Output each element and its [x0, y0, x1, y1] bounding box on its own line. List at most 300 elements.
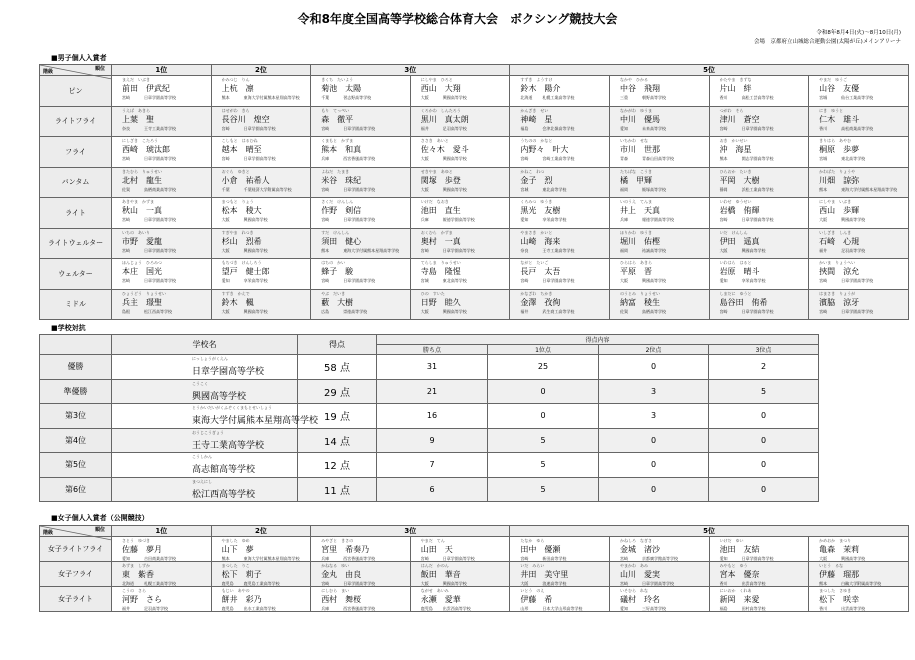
- school-points-breakdown: 16: [377, 404, 488, 429]
- entrant-name: 山谷 友優: [819, 84, 860, 93]
- entrant-affiliation: [620, 309, 666, 315]
- entrant-cell: [609, 562, 709, 587]
- weight-class-label: ライトウェルター: [40, 228, 112, 259]
- entrant-reading: ひの すいた: [420, 290, 445, 296]
- entrant-affiliation: [421, 278, 467, 284]
- entrant-affiliation: [421, 126, 467, 132]
- entrant-reading: すずき ようすけ: [520, 77, 553, 82]
- weight-class-label: ウェルター: [40, 259, 112, 290]
- entrant-name: 内野々 叶大: [520, 145, 569, 154]
- school-row: [40, 453, 819, 478]
- weight-class-row: [40, 198, 909, 229]
- entrant-prefecture: 千葉: [321, 95, 330, 100]
- entrant-school: 日章学園高等学校: [343, 217, 376, 222]
- weight-class-label: 女子ライトフライ: [40, 537, 112, 562]
- entrant-reading: やまだ てん: [420, 538, 445, 543]
- entrant-name: 橘 甲輝: [619, 175, 652, 185]
- entrant-school: 日章学園高等学校: [641, 581, 674, 586]
- entrant-cell: [410, 259, 510, 290]
- entrant-reading: のうとみ りょうせい: [619, 290, 660, 296]
- entrant-reading: やぶ だいき: [321, 290, 346, 296]
- school-name: 日章学園高等学校: [192, 367, 265, 377]
- entrant-prefecture: 北海道: [520, 95, 533, 100]
- entrant-cell: [809, 259, 909, 290]
- entrant-cell: [112, 562, 212, 587]
- entrant-cell: [709, 228, 809, 259]
- entrant-prefecture: 大阪: [221, 247, 230, 253]
- entrant-reading: たなか ゆら: [520, 538, 545, 543]
- school-points-breakdown: 0: [599, 428, 709, 453]
- entrant-name: 石崎 心規: [819, 236, 860, 246]
- event-venue: 会場 京都府立山城総合運動公園(太陽が丘)メインアリーナ: [754, 39, 901, 45]
- entrant-reading: いわせ ゆうせい: [719, 199, 752, 204]
- school-name: 東海大学付属熊本星翔高等学校: [192, 416, 319, 426]
- entrant-affiliation: [122, 126, 176, 132]
- school-total-points: 12 点: [298, 453, 377, 478]
- entrant-school: 開志学園高等学校: [741, 156, 774, 161]
- entrant-name: 宮里 希奏乃: [321, 545, 370, 554]
- entrant-name: 奥村 一真: [420, 236, 461, 246]
- entrant-name: 市野 愛龍: [122, 236, 162, 246]
- entrant-school: 日章学園高等学校: [442, 556, 475, 561]
- entrant-reading: たちばな こうき: [619, 168, 652, 174]
- entrant-affiliation: [321, 126, 375, 132]
- entrant-affiliation: [122, 187, 176, 193]
- entrant-cell: [211, 137, 311, 168]
- entrant-cell: [809, 137, 909, 168]
- entrant-reading: ほりかわ ゆうき: [619, 229, 652, 235]
- entrant-prefecture: 福岡: [619, 247, 628, 253]
- entrant-cell: [510, 167, 610, 198]
- entrant-affiliation: [421, 217, 475, 223]
- entrant-prefecture: 兵庫: [619, 217, 628, 222]
- entrant-school: 札幌工業高等学校: [542, 95, 575, 100]
- entrant-prefecture: 大阪: [819, 217, 828, 222]
- entrant-cell: [211, 259, 311, 290]
- entrant-affiliation: [620, 156, 674, 162]
- entrant-reading: よねだ たまき: [321, 168, 350, 174]
- place-header-1: 1位: [112, 65, 212, 76]
- entrant-affiliation: [122, 156, 176, 162]
- second-place-points-header: 2位点: [599, 345, 709, 355]
- school-points-breakdown: 6: [377, 477, 488, 502]
- entrant-affiliation: [520, 95, 574, 101]
- entrant-prefecture: 愛知: [122, 556, 130, 561]
- entrant-school: 宮崎工業高等学校: [542, 156, 575, 161]
- entrant-prefecture: 熊本: [819, 186, 828, 192]
- entrant-cell: [112, 228, 212, 259]
- entrant-reading: やまだ ゆうご: [819, 77, 848, 82]
- entrant-affiliation: [222, 309, 268, 315]
- entrant-name: 日野 睦久: [420, 297, 461, 307]
- entrant-school: 西宮香風高等学校: [343, 606, 376, 611]
- entrant-reading: ひらはら あきら: [619, 260, 652, 265]
- entrant-school: 鳥栖高等学校: [641, 308, 666, 314]
- entrant-affiliation: [122, 95, 176, 101]
- entrant-school: 興國高等学校: [442, 308, 467, 314]
- entrant-reading: やまさき かいと: [520, 229, 553, 235]
- school-reading: おうじこうぎょう: [192, 429, 224, 435]
- entrant-reading: きりはら あやむ: [819, 138, 852, 143]
- entrant-affiliation: [122, 309, 172, 315]
- entrant-school: 興國高等学校: [442, 95, 467, 100]
- entrant-name: 杉山 烈希: [221, 236, 262, 246]
- entrant-cell: [809, 76, 909, 107]
- entrant-name: 市川 世那: [619, 145, 660, 154]
- school-points-breakdown: 21: [377, 379, 488, 404]
- school-row: [40, 379, 819, 404]
- entrant-name: 金澤 孜徇: [520, 297, 561, 307]
- entrant-school: 崇徳高等学校: [343, 308, 368, 314]
- school-rank: 第4位: [40, 428, 112, 453]
- entrant-school: 日章学園高等学校: [243, 125, 276, 131]
- entrant-cell: [410, 167, 510, 198]
- entrant-school: 興國高等学校: [641, 278, 666, 283]
- entrant-cell: [211, 198, 311, 229]
- entrant-affiliation: [421, 309, 467, 315]
- girls-section-heading: ■女子個人入賞者（公開競技）: [51, 514, 149, 522]
- school-row: [40, 404, 819, 429]
- entrant-school: 東海大学付属熊本星翔高等学校: [841, 186, 898, 192]
- entrant-school: 東北高等学校: [442, 278, 467, 283]
- entrant-school: 日章学園高等学校: [741, 125, 774, 131]
- entrant-affiliation: [819, 95, 873, 101]
- entrant-school: 青森山田高等学校: [641, 156, 674, 161]
- entrant-school: 興國高等学校: [741, 247, 766, 253]
- entrant-affiliation: [421, 606, 471, 612]
- entrant-reading: にしやま いぶき: [819, 199, 852, 204]
- entrant-reading: もり てっぺい: [321, 107, 350, 113]
- entrant-cell: [709, 562, 809, 587]
- entrant-name: 望戸 健士郎: [221, 267, 270, 276]
- entrant-school: 日章学園高等学校: [343, 581, 376, 586]
- entrant-reading: みやもと ゆう: [719, 563, 748, 568]
- entrant-reading: かねなる ゆい: [321, 563, 350, 568]
- entrant-school: 日章学園高等学校: [741, 217, 774, 222]
- entrant-name: 井上 天真: [619, 206, 660, 215]
- entrant-school: 東海大学付属熊本星翔高等学校: [343, 247, 400, 253]
- entrant-affiliation: [321, 278, 375, 284]
- entrant-name: 佐藤 夢月: [122, 545, 162, 554]
- entrant-school: 出雲高等学校: [841, 606, 866, 611]
- school-points-breakdown: 2: [709, 355, 819, 380]
- entrant-reading: あきやま かずま: [122, 199, 154, 204]
- entrant-prefecture: 鹿児島: [221, 581, 234, 586]
- weight-class-row: [40, 76, 909, 107]
- place-header-2: 2位: [211, 65, 311, 76]
- school-points-breakdown: 7: [377, 453, 488, 478]
- weight-class-label: ミドル: [40, 289, 112, 320]
- entrant-school: 吉田商業高等学校: [144, 556, 176, 561]
- entrant-affiliation: [520, 248, 574, 254]
- entrant-prefecture: 宮崎: [520, 156, 529, 161]
- entrant-reading: にいおか くれあ: [719, 588, 752, 593]
- entrant-name: 兵主 璟聖: [122, 297, 162, 307]
- entrant-prefecture: 愛知: [619, 606, 628, 611]
- entrant-affiliation: [720, 187, 774, 193]
- entrant-cell: [609, 198, 709, 229]
- entrant-affiliation: [122, 606, 168, 612]
- entrant-affiliation: [620, 187, 666, 193]
- entrant-cell: [211, 587, 311, 612]
- entrant-prefecture: 宮崎: [122, 217, 130, 222]
- entrant-cell: [709, 167, 809, 198]
- entrant-cell: [211, 537, 311, 562]
- entrant-cell: [211, 76, 311, 107]
- entrant-reading: かなざわ ちかき: [520, 290, 553, 296]
- entrant-reading: くろみつ ゆうき: [520, 199, 553, 204]
- entrant-prefecture: 香川: [819, 125, 828, 131]
- school-points-breakdown: 5: [709, 379, 819, 404]
- entrant-reading: にしやま ひろと: [420, 77, 453, 82]
- entrant-reading: おき かいせい: [719, 138, 748, 143]
- entrant-name: 藪 大樹: [321, 297, 354, 307]
- entrant-prefecture: 大阪: [719, 247, 728, 253]
- entrant-school: 日章学園高等学校: [144, 156, 176, 161]
- entrant-school: 出雲高等学校: [741, 581, 766, 586]
- event-dates: 令和8年8月4日(火)～8月10日(月): [816, 30, 901, 36]
- entrant-reading: すぎやま れつき: [221, 229, 254, 235]
- entrant-prefecture: 宮崎: [819, 278, 828, 283]
- entrant-reading: はちの かい: [321, 260, 346, 265]
- entrant-cell: [809, 537, 909, 562]
- entrant-school: 日章学園高等学校: [741, 308, 774, 314]
- entrant-reading: てらしま りゅうせい: [420, 260, 461, 265]
- entrant-affiliation: [222, 606, 276, 612]
- entrant-cell: [410, 587, 510, 612]
- entrant-prefecture: 島根: [122, 308, 130, 314]
- entrant-name: 桐原 歩夢: [819, 145, 860, 154]
- entrant-cell: [510, 198, 610, 229]
- entrant-affiliation: [421, 95, 467, 101]
- entrant-name: 西山 歩輝: [819, 206, 860, 215]
- entrant-affiliation: [421, 248, 475, 254]
- entrant-name: 黒川 真太朗: [420, 114, 469, 124]
- entrant-affiliation: [620, 606, 666, 612]
- entrant-prefecture: 兵庫: [420, 217, 429, 222]
- entrant-name: 本庄 国光: [122, 267, 162, 276]
- entrant-affiliation: [222, 278, 268, 284]
- entrant-prefecture: 宮城: [520, 186, 529, 192]
- entrant-affiliation: [122, 217, 176, 223]
- entrant-prefecture: 香川: [719, 581, 728, 586]
- entrant-prefecture: 宮崎: [420, 556, 429, 561]
- entrant-school: 興國高等学校: [243, 308, 268, 314]
- entrant-prefecture: 宮崎: [819, 308, 828, 314]
- weight-class-label: フライ: [40, 137, 112, 168]
- entrant-prefecture: 宮城: [819, 156, 828, 161]
- entrant-cell: [510, 228, 610, 259]
- entrant-prefecture: 千葉: [221, 186, 230, 192]
- entrant-cell: [609, 228, 709, 259]
- weight-class-row: [40, 167, 909, 198]
- entrant-cell: [410, 289, 510, 320]
- entrant-cell: [410, 76, 510, 107]
- weight-class-label: 女子ライト: [40, 587, 112, 612]
- entrant-reading: ささき あいと: [420, 138, 449, 143]
- entrant-prefecture: 熊本: [221, 556, 230, 561]
- school-header: 学校名: [112, 335, 298, 355]
- school-points-breakdown: 0: [709, 477, 819, 502]
- entrant-cell: [609, 587, 709, 612]
- entrant-prefecture: 愛知: [221, 278, 230, 283]
- entrant-prefecture: 静岡: [719, 186, 728, 192]
- entrant-reading: きたむら りゅうせい: [122, 168, 162, 174]
- entrant-school: 武生商工高等学校: [542, 308, 575, 314]
- entrant-name: 佐々木 愛斗: [420, 145, 469, 154]
- entrant-school: 東北高等学校: [841, 156, 866, 161]
- entrant-prefecture: 大阪: [420, 95, 429, 100]
- entrant-cell: [709, 76, 809, 107]
- entrant-prefecture: 熊本: [719, 156, 728, 161]
- entrant-name: 上葉 聖: [122, 114, 154, 124]
- entrant-affiliation: [421, 156, 467, 162]
- school-points-breakdown: 0: [488, 379, 599, 404]
- school-rank: 第5位: [40, 453, 112, 478]
- entrant-affiliation: [122, 278, 176, 284]
- entrant-reading: いとう るな: [819, 563, 844, 568]
- school-points-breakdown: 9: [377, 428, 488, 453]
- entrant-school: 日章学園高等学校: [343, 186, 376, 192]
- entrant-prefecture: 宮崎: [719, 125, 728, 131]
- entrant-prefecture: 奈良: [122, 125, 130, 131]
- entrant-name: 鈴木 楓: [221, 297, 254, 307]
- entrant-name: 西崎 琥汰郎: [122, 145, 170, 154]
- entrant-reading: かめおか まつり: [819, 538, 852, 543]
- entrant-name: 金丸 由良: [321, 570, 362, 579]
- entrant-reading: おぐら ゆきと: [221, 168, 250, 174]
- entrant-name: 秋山 一真: [122, 206, 162, 215]
- entrant-cell: [609, 137, 709, 168]
- school-row: [40, 428, 819, 453]
- entrant-cell: [211, 562, 311, 587]
- entrant-cell: [709, 587, 809, 612]
- entrant-cell: [609, 76, 709, 107]
- entrant-name: 黒光 友樹: [520, 206, 561, 215]
- entrant-cell: [112, 259, 212, 290]
- entrant-prefecture: 宮崎: [321, 278, 330, 283]
- entrant-school: 新田高等学校: [542, 556, 567, 561]
- school-name-cell: [112, 355, 298, 380]
- entrant-school: 未来高等学校: [641, 125, 666, 131]
- entrant-name: 熊本 和真: [321, 145, 362, 154]
- school-name-cell: [112, 477, 298, 502]
- entrant-prefecture: 宮城: [819, 95, 828, 100]
- entrant-school: 京都廣学館高等学校: [641, 556, 678, 561]
- entrant-school: 足羽高等学校: [442, 125, 467, 131]
- entrant-school: 王寺工業高等学校: [144, 125, 176, 131]
- entrant-name: 森 徹平: [321, 114, 354, 124]
- entrant-name: 山田 天: [420, 545, 453, 554]
- entrant-cell: [709, 198, 809, 229]
- entrant-reading: はせがわ きら: [221, 107, 250, 113]
- entrant-school: 仙台工業高等学校: [841, 95, 874, 100]
- entrant-prefecture: 香川: [819, 606, 828, 611]
- entrant-prefecture: 大阪: [420, 186, 429, 192]
- entrant-prefecture: 愛知: [719, 278, 728, 283]
- entrant-cell: [510, 289, 610, 320]
- entrant-prefecture: 福井: [122, 606, 130, 611]
- entrant-reading: ながと たいご: [520, 260, 549, 265]
- entrant-prefecture: 大阪: [819, 556, 828, 561]
- entrant-prefecture: 福井: [420, 125, 429, 131]
- entrant-cell: [510, 537, 610, 562]
- entrant-name: 松下 咲幸: [819, 595, 860, 604]
- entrant-reading: なかや ひかる: [619, 77, 648, 82]
- entrant-affiliation: [620, 95, 666, 101]
- entrant-reading: いちかわ せな: [619, 138, 648, 143]
- entrant-cell: [609, 289, 709, 320]
- weight-class-label: 女子フライ: [40, 562, 112, 587]
- place-header-1: 1位: [112, 526, 212, 537]
- school-total-points: 11 点: [298, 477, 377, 502]
- entrant-reading: いそむら れな: [619, 588, 648, 593]
- entrant-affiliation: [520, 187, 566, 193]
- entrant-name: 中川 優馬: [619, 114, 660, 124]
- entrant-prefecture: 広島: [321, 308, 330, 314]
- entrant-cell: [709, 137, 809, 168]
- entrant-reading: はんだ かのん: [420, 563, 449, 568]
- school-total-points: 58 点: [298, 355, 377, 380]
- entrant-name: 川畑 諒弥: [819, 175, 860, 185]
- school-points-breakdown: 0: [599, 477, 709, 502]
- entrant-name: 岩原 晴斗: [719, 267, 760, 276]
- entrant-reading: まつした りこ: [221, 563, 250, 568]
- entrant-cell: [709, 537, 809, 562]
- entrant-prefecture: 宮城: [420, 278, 429, 283]
- entrant-prefecture: 大阪: [221, 308, 230, 314]
- entrant-prefecture: 宮崎: [619, 581, 628, 586]
- entrant-school: 日章学園高等学校: [741, 556, 774, 561]
- entrant-prefecture: 山形: [520, 606, 529, 611]
- entrant-school: 興國高等学校: [243, 247, 268, 253]
- school-points-breakdown: 0: [709, 428, 819, 453]
- weight-class-row: [40, 137, 909, 168]
- school-points-breakdown: 5: [488, 453, 599, 478]
- entrant-cell: [311, 259, 411, 290]
- entrant-affiliation: [720, 217, 774, 223]
- entrant-cell: [410, 198, 510, 229]
- school-reading: こうこく: [192, 380, 208, 386]
- entrant-prefecture: 大阪: [420, 308, 429, 314]
- entrant-name: 濱脇 涼牙: [819, 297, 860, 307]
- entrant-affiliation: [620, 126, 666, 132]
- school-name: 高志館高等学校: [192, 465, 256, 475]
- entrant-school: 享栄高等学校: [542, 217, 567, 222]
- entrant-name: 小倉 祐希人: [221, 175, 270, 185]
- entrant-affiliation: [720, 95, 774, 101]
- school-reading: にっしょうがくえん: [192, 356, 228, 361]
- entrant-school: 興國高等学校: [442, 581, 467, 586]
- weight-class-row: [40, 228, 909, 259]
- boys-section-heading: ■男子個人入賞者: [51, 54, 107, 62]
- entrant-reading: にき ゆうと: [819, 107, 844, 113]
- entrant-school: 興國高等学校: [442, 186, 467, 192]
- entrant-name: 伊藤 希: [520, 595, 553, 604]
- entrant-cell: [510, 259, 610, 290]
- entrant-cell: [311, 167, 411, 198]
- entrant-affiliation: [222, 187, 292, 193]
- school-points-breakdown: 5: [488, 477, 599, 502]
- entrant-prefecture: 鹿児島: [420, 606, 433, 611]
- entrant-reading: ひょうどう りょうせい: [122, 290, 166, 296]
- entrant-affiliation: [819, 606, 865, 612]
- entrant-school: 報徳学園高等学校: [641, 217, 674, 222]
- entrant-cell: [510, 137, 610, 168]
- entrant-name: 金子 烈: [520, 175, 553, 185]
- corner-rank-label: 順位: [94, 527, 105, 533]
- school-points-breakdown: 3: [599, 379, 709, 404]
